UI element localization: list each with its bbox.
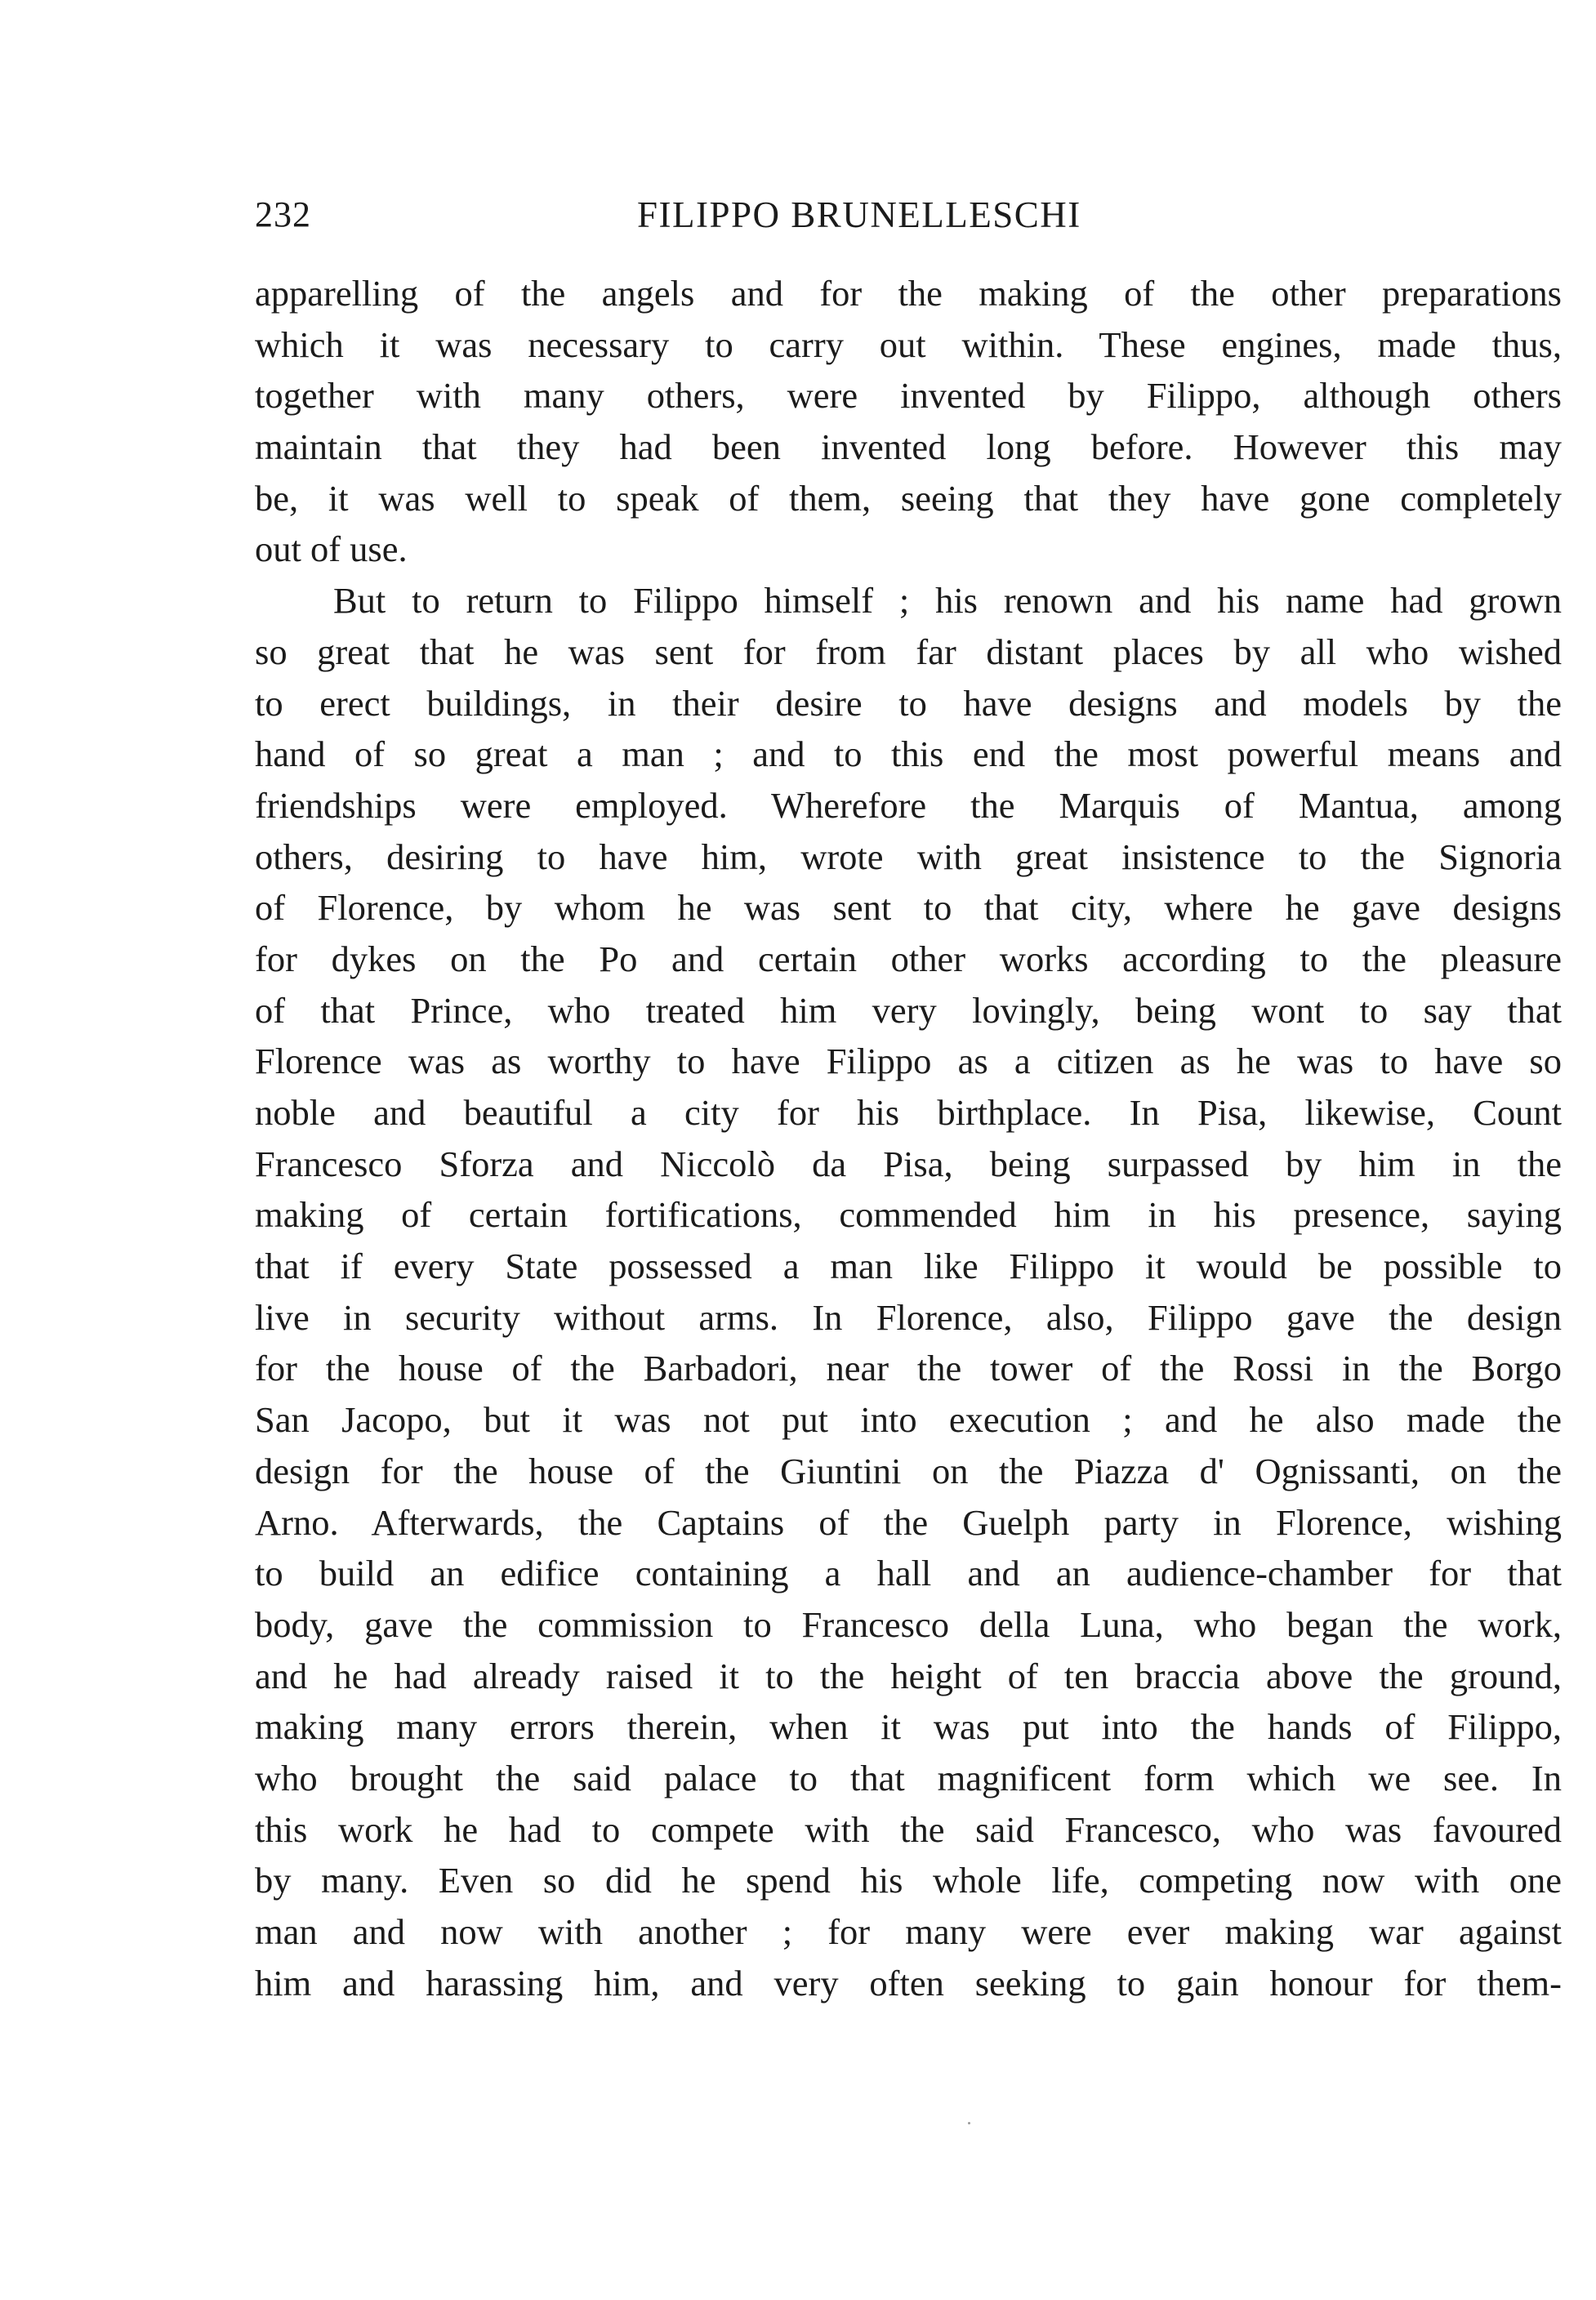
text-line: that if every State possessed a man like Filippo it would be possible to — [255, 1246, 1562, 1287]
running-title: FILIPPO BRUNELLESCHI — [637, 194, 1081, 235]
text-line: for the house of the Barbadori, near the tower of the Rossi in the Borgo — [255, 1348, 1562, 1389]
text-line: making of certain fortifications, commended him in his presence, saying — [255, 1194, 1562, 1236]
text-line: Arno. Afterwards, the Captains of the Guelph party in Florence, wishing — [255, 1501, 1562, 1543]
text-line: live in security without arms. In Florence, also, Filippo gave the design — [255, 1296, 1562, 1338]
text-line: this work he had to compete with the said Francesco, who was favoured — [255, 1808, 1562, 1850]
text-line: San Jacopo, but it was not put into execution ; and he also made the — [255, 1399, 1562, 1441]
text-line: making many errors therein, when it was put into the hands of Filippo, — [255, 1706, 1562, 1748]
text-line: which it was necessary to carry out within. These engines, made thus, — [255, 323, 1562, 365]
text-line: man and now with another ; for many were ever making war against — [255, 1911, 1562, 1952]
body-text — [255, 268, 1562, 2008]
text-line: by many. Even so did he spend his whole life, competing now with one — [255, 1860, 1562, 1901]
text-line: Florence was as worthy to have Filippo as a citizen as he was to have so — [255, 1041, 1562, 1082]
text-line: body, gave the commission to Francesco della Luna, who began the work, — [255, 1603, 1562, 1645]
running-head — [255, 186, 1562, 243]
text-line: be, it was well to speak of them, seeing that they have gone completely — [255, 477, 1562, 519]
text-line: to build an edifice containing a hall and an audience-chamber for that — [255, 1553, 1562, 1594]
text-line: together with many others, were invented by Filippo, although others — [255, 375, 1562, 417]
text-line: noble and beautiful a city for his birthplace. In Pisa, likewise, Count — [255, 1092, 1562, 1133]
text-line: hand of so great a man ; and to this end the most powerful means and — [255, 733, 1562, 775]
text-line: others, desiring to have him, wrote with great insistence to the Signoria — [255, 836, 1562, 877]
text-line: of that Prince, who treated him very lovingly, being wont to say that — [255, 989, 1562, 1031]
text-line: for dykes on the Po and certain other works according to the pleasure — [255, 938, 1562, 979]
text-line: Francesco Sforza and Niccolò da Pisa, being surpassed by him in the — [255, 1143, 1562, 1184]
paragraph-end-line: out of use. — [255, 528, 408, 570]
text-line: who brought the said palace to that magnificent form which we see. In — [255, 1757, 1562, 1799]
text-line: maintain that they had been invented long before. However this may — [255, 426, 1562, 468]
text-line: design for the house of the Giuntini on the Piazza d' Ognissanti, on the — [255, 1450, 1562, 1491]
page-number: 232 — [255, 194, 311, 234]
text-line: him and harassing him, and very often seeking to gain honour for them- — [255, 1962, 1562, 2004]
text-line: friendships were employed. Wherefore the Marquis of Mantua, among — [255, 784, 1562, 826]
text-line: of Florence, by whom he was sent to that city, where he gave designs — [255, 887, 1562, 929]
stray-ink-dot — [968, 2122, 970, 2124]
paragraph-first-line: But to return to Filippo himself ; his renown and his name had grown — [333, 580, 1562, 622]
text-line: apparelling of the angels and for the making of the other preparations — [255, 273, 1562, 314]
text-line: so great that he was sent for from far distant places by all who wished — [255, 631, 1562, 672]
text-line: and he had already raised it to the height of ten braccia above the ground, — [255, 1655, 1562, 1696]
text-line: to erect buildings, in their desire to have designs and models by the — [255, 682, 1562, 724]
